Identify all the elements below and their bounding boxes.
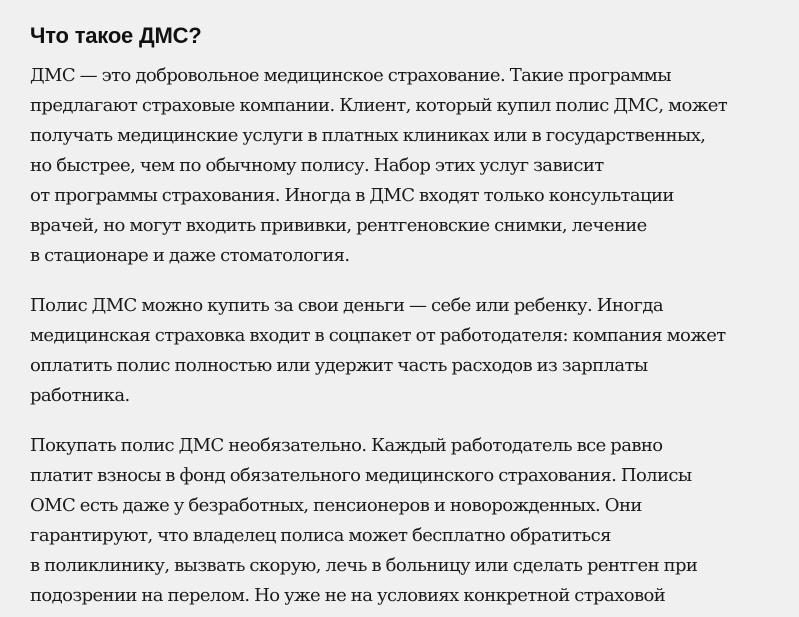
paragraph-line: работника. — [30, 385, 130, 406]
paragraph-line: Покупать полис ДМС необязательно. Каждый работодатель все равно — [30, 435, 663, 456]
paragraph-dms-definition — [30, 61, 790, 271]
article — [30, 0, 790, 611]
paragraph-line: платит взносы в фонд обязательного медицинского страхования. Полисы — [30, 465, 692, 486]
paragraph-line: получать медицинские услуги в платных клиниках или в государственных, — [30, 125, 706, 146]
paragraph-line: врачей, но могут входить прививки, рентгеновские снимки, лечение — [30, 215, 647, 236]
paragraph-line: медицинская страховка входит в соцпакет от работодателя: компания может — [30, 325, 726, 346]
article-title: Что такое ДМС? — [30, 23, 202, 48]
paragraph-line: ОМС есть даже у безработных, пенсионеров и новорожденных. Они — [30, 495, 642, 516]
paragraph-line: в поликлинику, вызвать скорую, лечь в больницу или сделать рентген при — [30, 555, 698, 576]
paragraph-buying-policy — [30, 291, 790, 411]
paragraph-line: подозрении на перелом. Но уже не на условиях конкретной страховой — [30, 585, 666, 606]
paragraph-line: Полис ДМС можно купить за свои деньги — себе или ребенку. Иногда — [30, 295, 663, 316]
paragraph-line: ДМС — это добровольное медицинское страхование. Такие программы — [30, 65, 671, 86]
paragraph-oms-comparison — [30, 431, 790, 611]
paragraph-line: от программы страхования. Иногда в ДМС входят только консультации — [30, 185, 674, 206]
paragraph-line: в стационаре и даже стоматология. — [30, 245, 350, 266]
paragraph-line: предлагают страховые компании. Клиент, который купил полис ДМС, может — [30, 95, 728, 116]
paragraph-line: оплатить полис полностью или удержит часть расходов из зарплаты — [30, 355, 648, 376]
paragraph-line: гарантируют, что владелец полиса может бесплатно обратиться — [30, 525, 611, 546]
paragraph-line: но быстрее, чем по обычному полису. Набор этих услуг зависит — [30, 155, 604, 176]
